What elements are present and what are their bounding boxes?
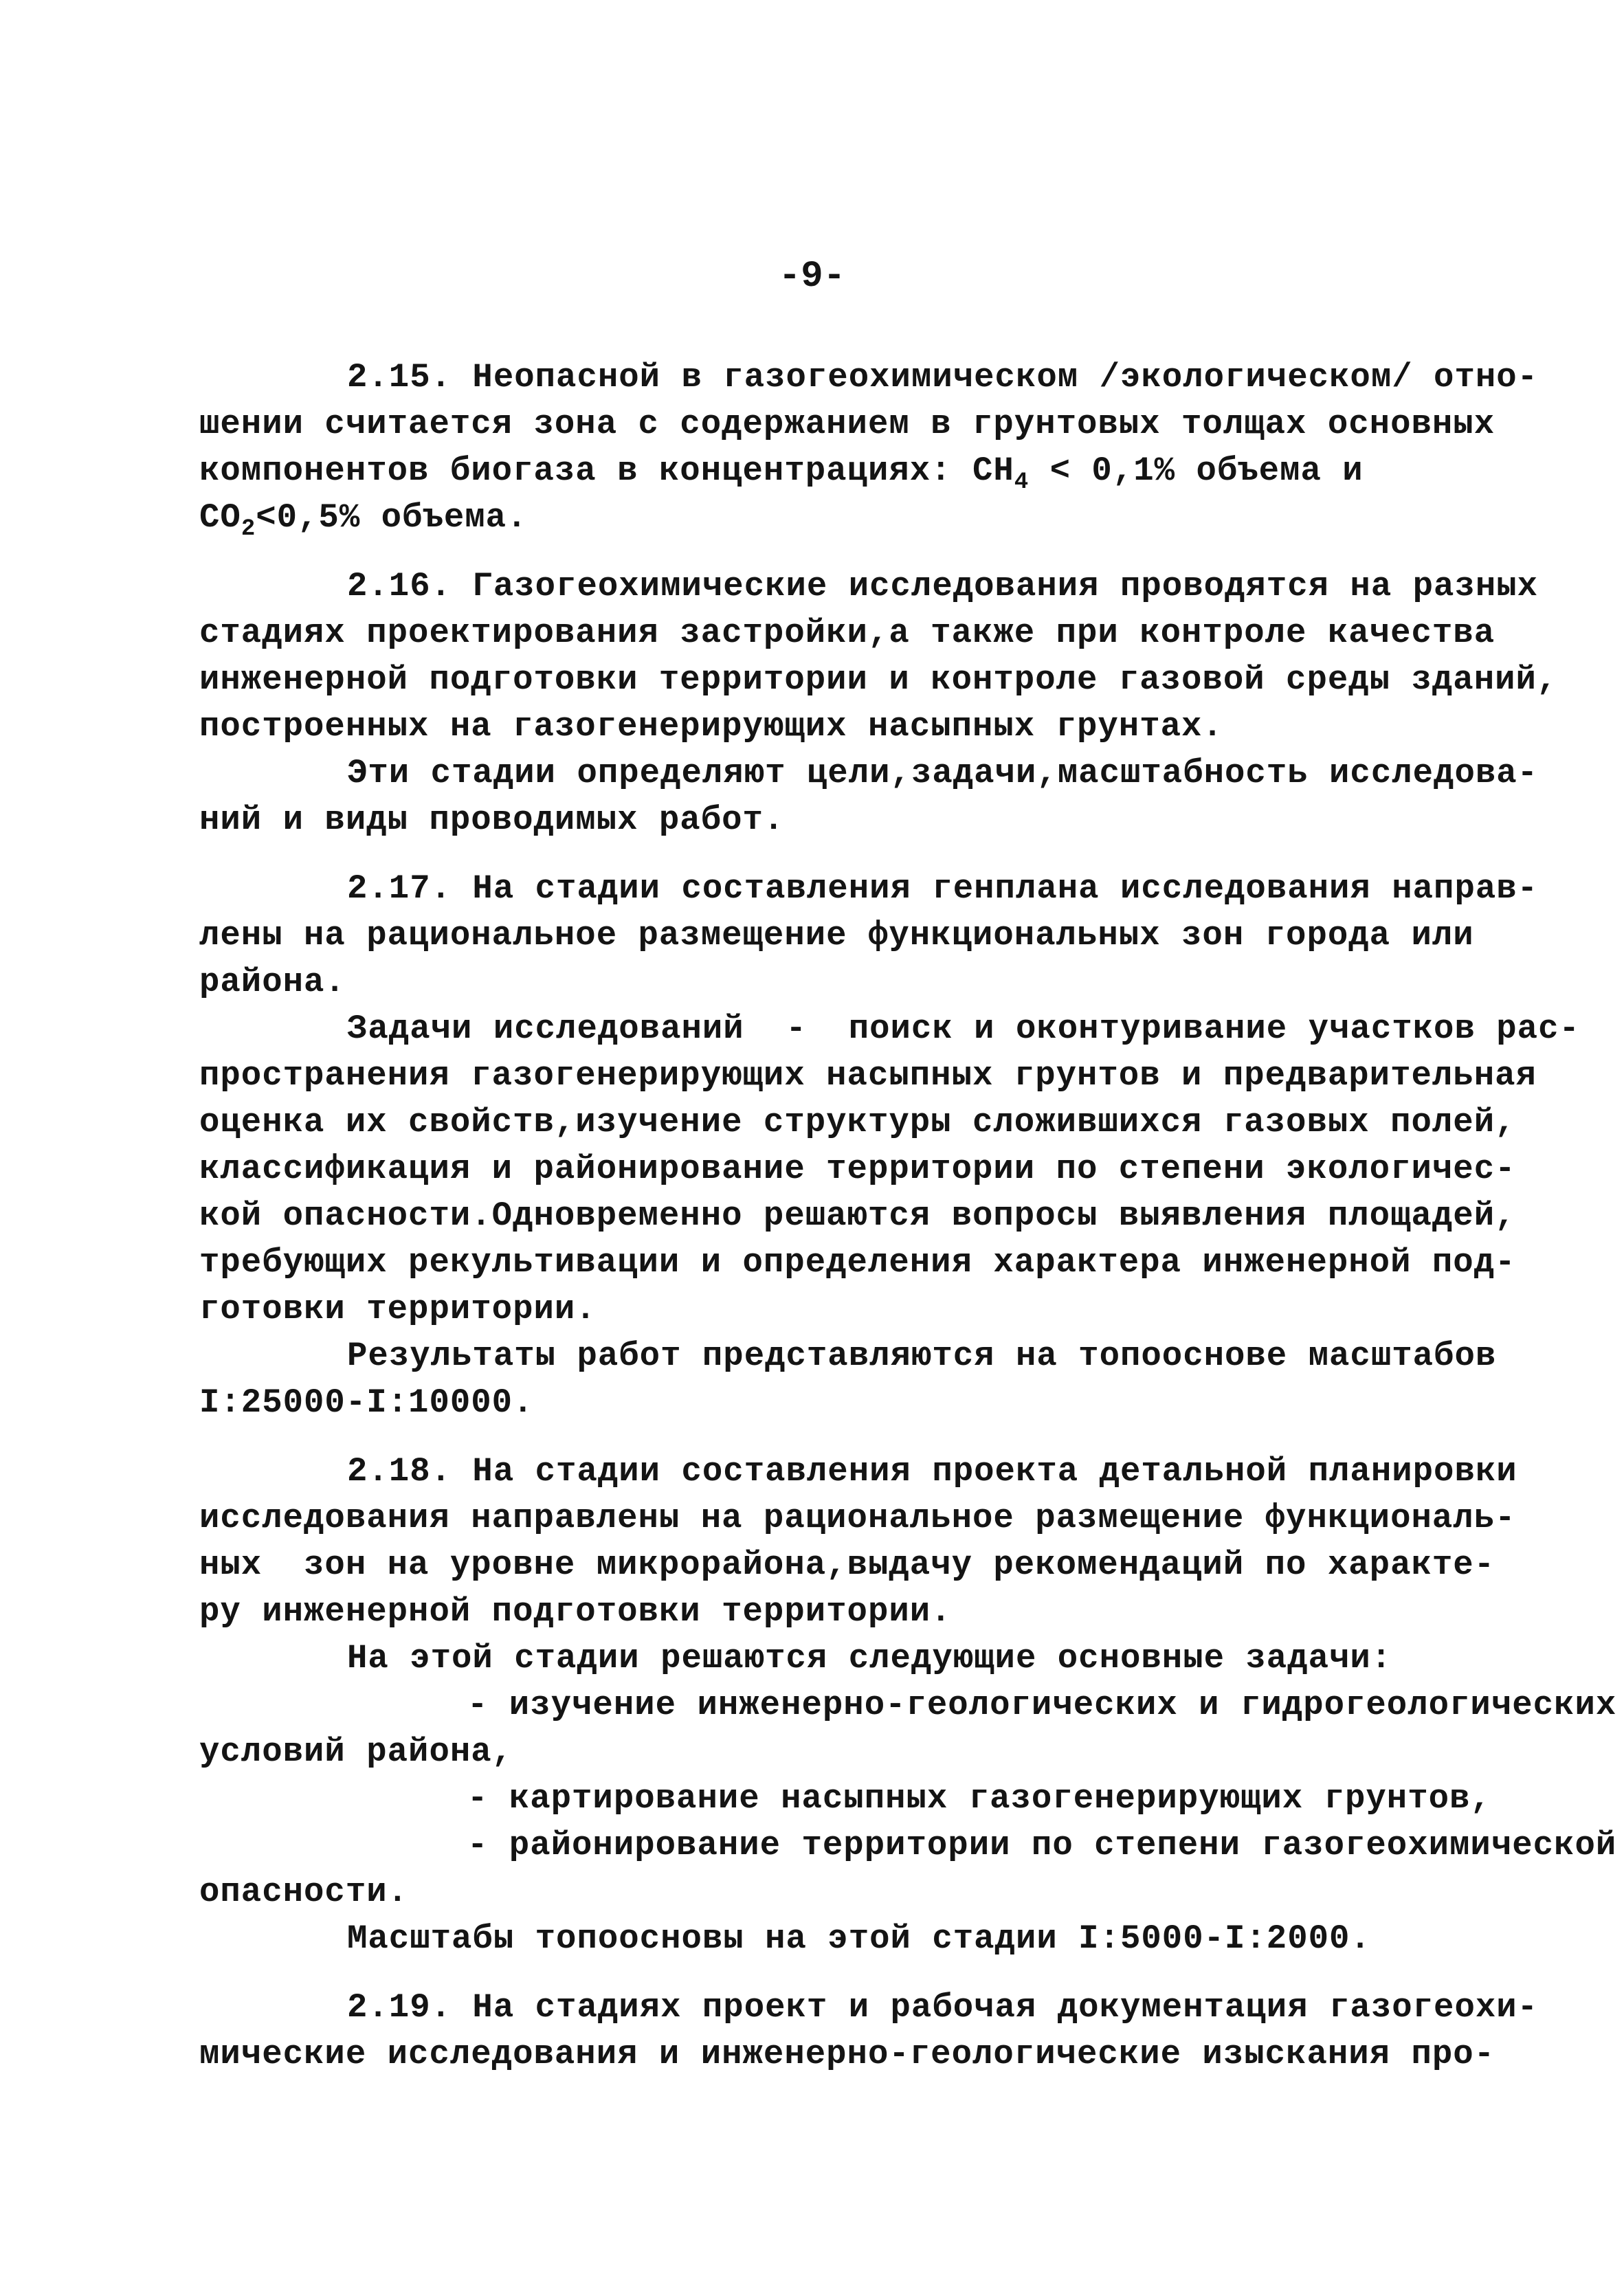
text-line: района. — [199, 963, 346, 1001]
text-span: < 0,1% объема и — [1029, 452, 1364, 490]
text-span: CO — [199, 498, 241, 537]
paragraph-2-19 — [199, 1984, 1539, 2078]
document-body — [199, 354, 1617, 2078]
subscript: 4 — [1014, 469, 1030, 495]
text-line: исследования направлены на рациональное размещение функциональ- — [199, 1499, 1516, 1537]
paragraph-2-17 — [199, 865, 1580, 1426]
text-line: I:25000-I:10000. — [199, 1383, 534, 1422]
text-line: Масштабы топоосновы на этой стадии I:5000-I:2000. — [347, 1919, 1371, 1958]
text-line — [199, 494, 1409, 541]
page-number: -9- — [778, 256, 846, 298]
text-line: оценка их свойств,изучение структуры сложившихся газовых полей, — [199, 1103, 1516, 1141]
text-line: 2.16. Газогеохимические исследования проводятся на разных — [347, 567, 1539, 605]
text-line: инженерной подготовки территории и контроле газовой среды зданий, — [199, 660, 1558, 699]
text-line: шении считается зона с содержанием в грунтовых толщах основных — [199, 405, 1495, 443]
text-line — [199, 447, 1409, 494]
text-line: Эти стадии определяют цели,задачи,масштабность исследова- — [347, 754, 1539, 792]
text-line: стадиях проектирования застройки,а также при контроле качества — [199, 614, 1495, 652]
text-line: лены на рациональное размещение функциональных зон города или — [199, 916, 1474, 955]
text-line: мические исследования и инженерно-геологические изыскания про- — [199, 2035, 1495, 2073]
text-line: Задачи исследований - поиск и оконтуривание участков рас- — [347, 1010, 1580, 1048]
text-line: готовки территории. — [199, 1290, 597, 1328]
text-line: 2.18. На стадии составления проекта детальной планировки — [347, 1452, 1517, 1491]
text-line: Результаты работ представляются на топооснове масштабов — [347, 1337, 1497, 1375]
text-line: условий района, — [199, 1733, 513, 1771]
text-line: ных зон на уровне микрорайона,выдачу рекомендаций по характе- — [199, 1546, 1495, 1584]
paragraph-2-15 — [199, 354, 1539, 542]
text-line: 2.19. На стадиях проект и рабочая документация газогеохи- — [347, 1988, 1539, 2027]
text-line: пространения газогенерирующих насыпных грунтов и предварительная — [199, 1056, 1537, 1095]
text-line: ний и виды проводимых работ. — [199, 801, 785, 839]
text-line: ру инженерной подготовки территории. — [199, 1592, 952, 1631]
text-line: опасности. — [199, 1873, 409, 1911]
list-item: - районирование территории по степени газогеохимической — [467, 1826, 1617, 1864]
text-span: компонентов биогаза в концентрациях: CH — [199, 452, 1014, 490]
text-line: требующих рекультивации и определения характера инженерной под- — [199, 1243, 1516, 1282]
text-line: кой опасности.Одновременно решаются вопросы выявления площадей, — [199, 1196, 1516, 1235]
paragraph-2-18 — [199, 1448, 1617, 1962]
subscript: 2 — [241, 516, 256, 542]
list-item: - изучение инженерно-геологических и гидрогеологических — [467, 1686, 1617, 1724]
text-line: 2.15. Неопасной в газогеохимическом /экологическом/ отно- — [347, 358, 1539, 397]
text-line: классификация и районирование территории по степени экологичес- — [199, 1150, 1516, 1188]
text-line: 2.17. На стадии составления генплана исследования направ- — [347, 869, 1539, 908]
text-span: <0,5% объема. — [256, 498, 528, 537]
text-line: На этой стадии решаются следующие основные задачи: — [347, 1639, 1392, 1678]
list-item: - картирование насыпных газогенерирующих грунтов, — [467, 1779, 1491, 1818]
paragraph-2-16 — [199, 563, 1558, 843]
text-line: построенных на газогенерирующих насыпных грунтах. — [199, 707, 1223, 746]
